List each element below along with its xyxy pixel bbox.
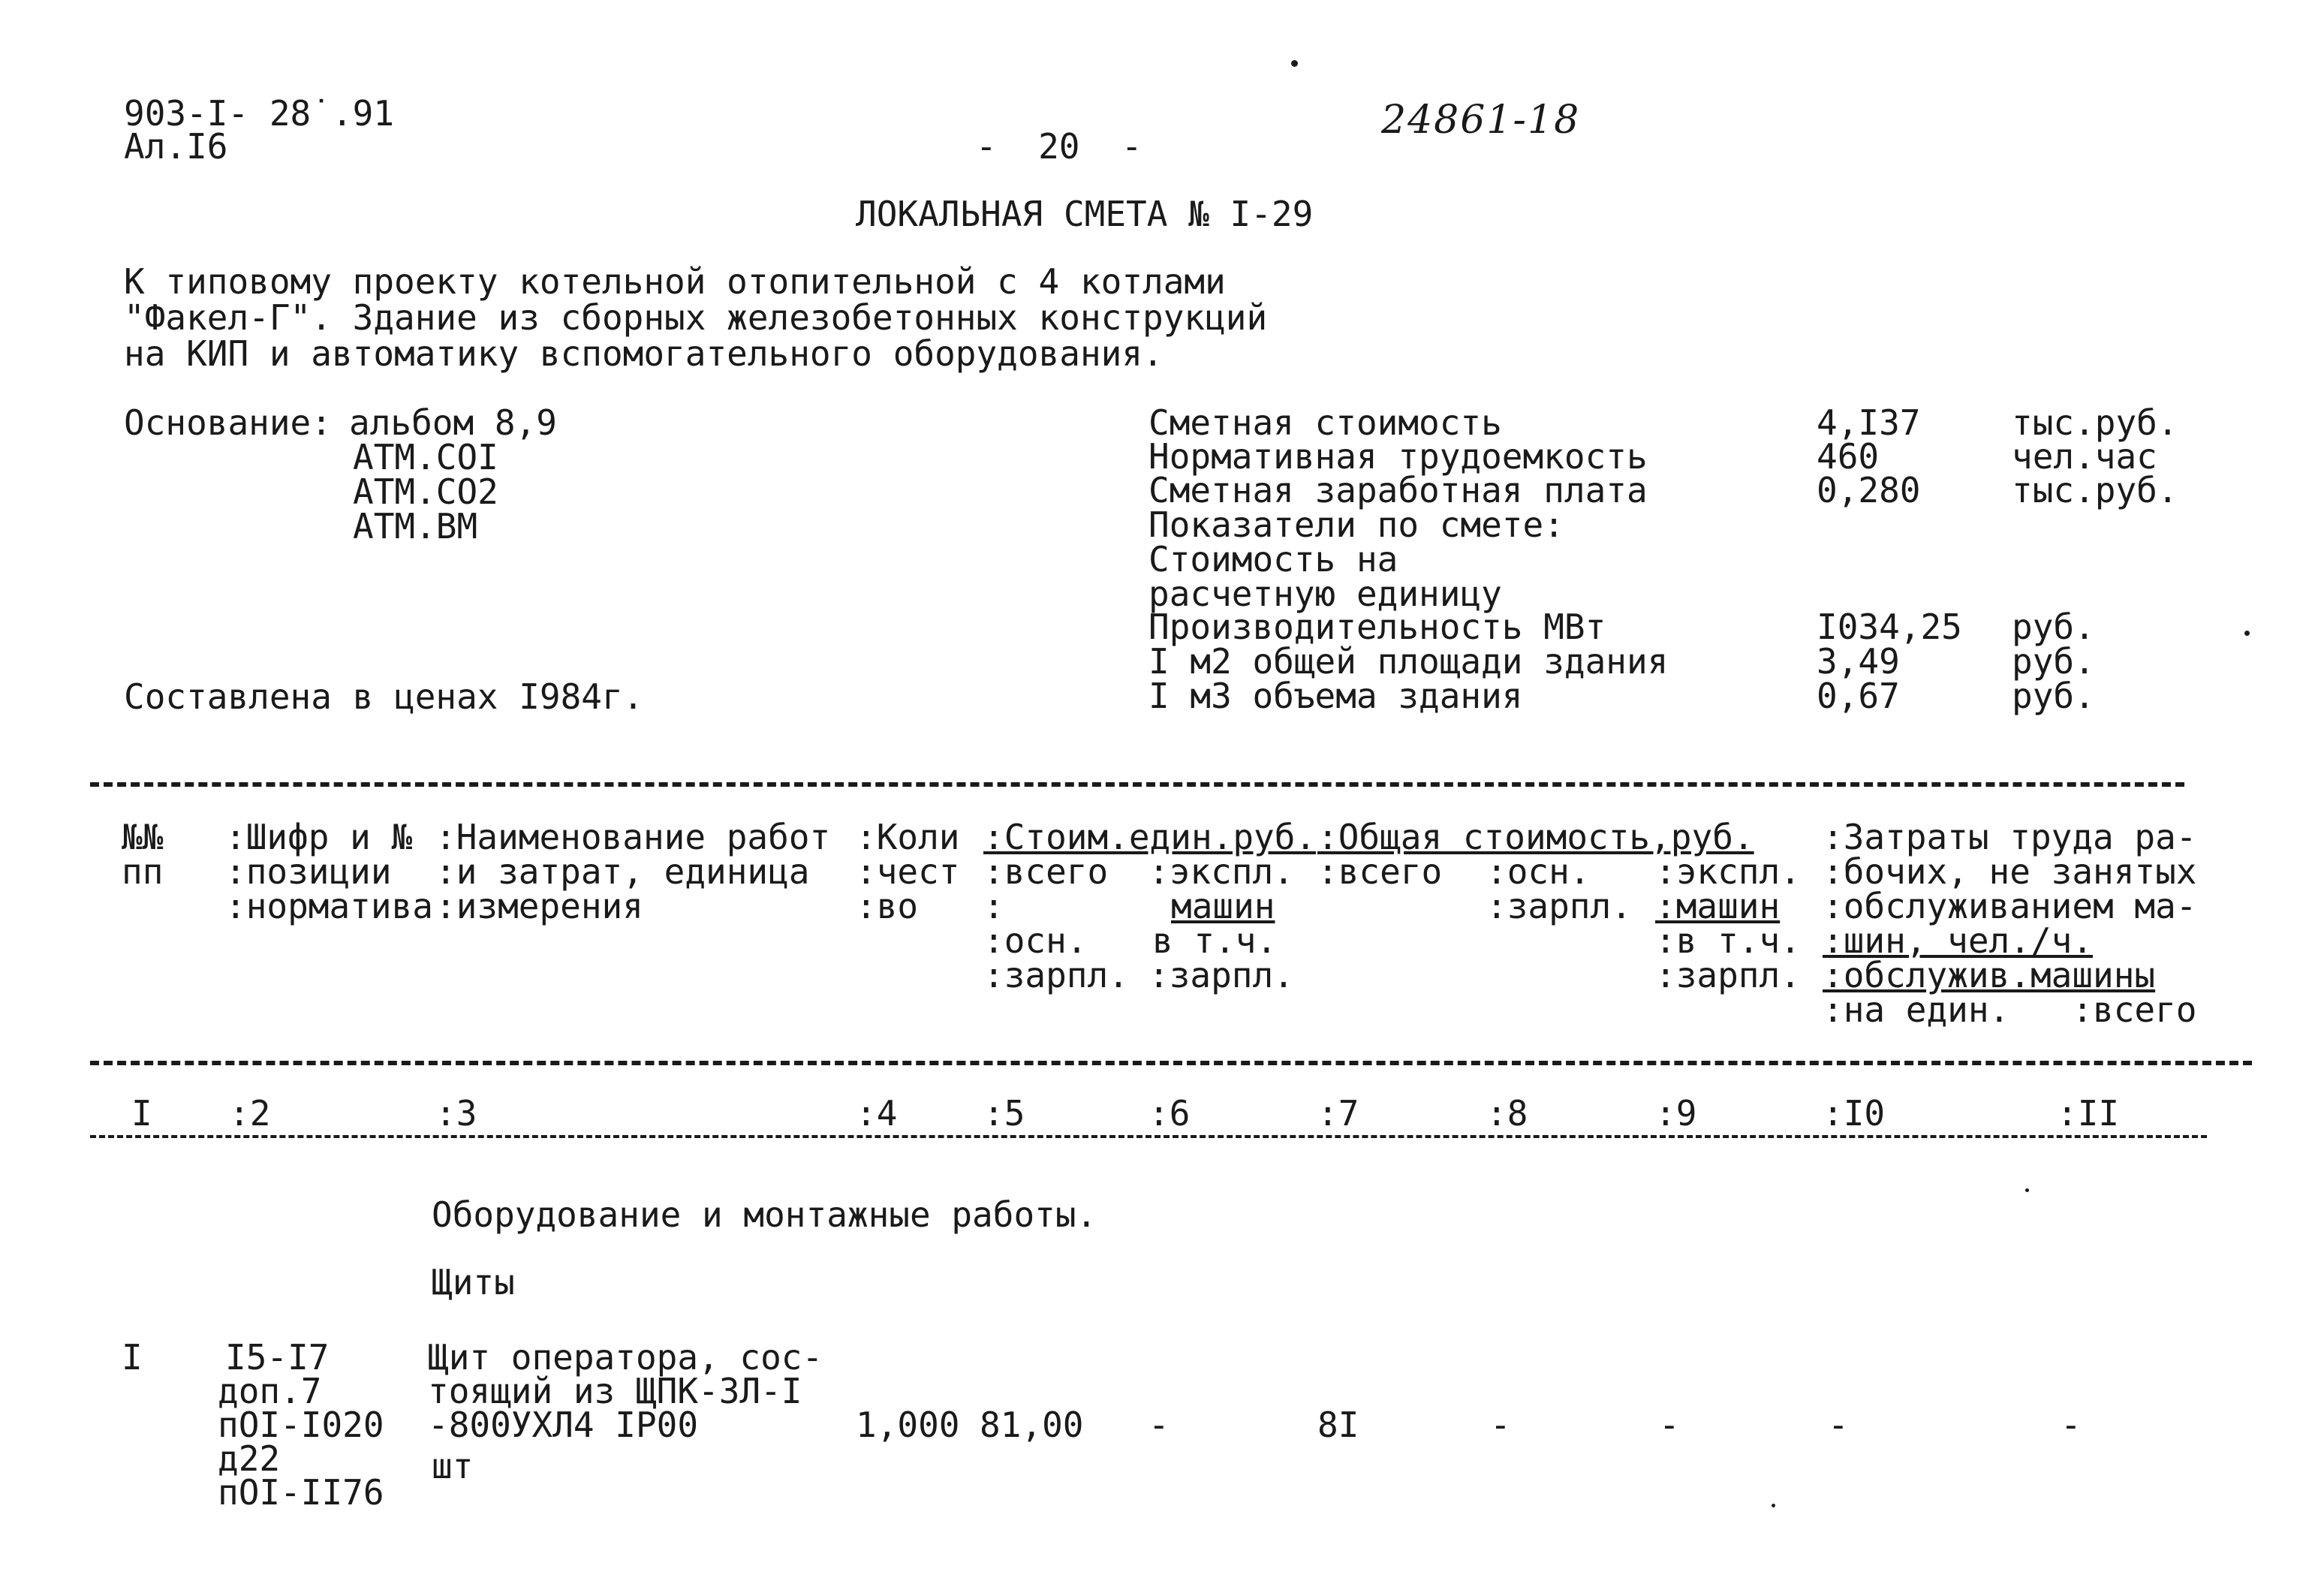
header-unit-cost-title: :Стоим.един.руб. bbox=[983, 817, 1317, 857]
summary-unit: тыс.руб. bbox=[2012, 402, 2178, 443]
document-title: ЛОКАЛЬНАЯ СМЕТА № I-29 bbox=[856, 194, 1314, 234]
header-col10-line: :шин, чел./ч. bbox=[1823, 920, 2094, 961]
header-col9-line: :машин bbox=[1655, 886, 1781, 926]
header-col4-line: :Коли bbox=[856, 817, 960, 857]
header-col10-line: :обслужив.машины bbox=[1823, 955, 2156, 995]
header-col6-line: :экспл. bbox=[1148, 851, 1294, 892]
column-number: :5 bbox=[983, 1093, 1025, 1134]
scan-speck bbox=[2244, 631, 2250, 636]
basis-item: альбом 8,9 bbox=[349, 402, 557, 443]
header-col5-line: : bbox=[983, 886, 1004, 926]
row-code-line: д22 bbox=[218, 1438, 281, 1479]
row-name-line: тоящий из ЩПК-3Л-I bbox=[428, 1371, 802, 1411]
summary-value: 0,280 bbox=[1817, 470, 1921, 510]
row-code-line: доп.7 bbox=[218, 1371, 322, 1411]
summary-unit: руб. bbox=[2012, 607, 2095, 647]
summary-value: 3,49 bbox=[1817, 641, 1900, 682]
column-number: :6 bbox=[1148, 1093, 1191, 1134]
header-col10-line: :на един. :всего bbox=[1823, 989, 2197, 1030]
header-col3-line: :Наименование работ bbox=[435, 817, 831, 857]
header-col6-line: машин bbox=[1171, 886, 1275, 926]
table-top-rule bbox=[90, 782, 2184, 787]
table-header-rule bbox=[90, 1061, 2252, 1065]
description-line: "Факел-Г". Здание из сборных железобетонных конструкций bbox=[124, 297, 1268, 338]
column-number: :3 bbox=[435, 1093, 477, 1134]
header-col5-line: :осн. bbox=[983, 920, 1088, 961]
summary-value: 460 bbox=[1817, 436, 1880, 477]
summary-label: Показатели по смете: bbox=[1148, 504, 1564, 545]
header-col5-line: :всего bbox=[983, 851, 1109, 892]
summary-unit: чел.час bbox=[2012, 436, 2157, 477]
column-number: I bbox=[131, 1093, 152, 1134]
project-code: 903-I- 28˙.91 bbox=[124, 93, 395, 134]
summary-label: расчетную единицу bbox=[1148, 574, 1502, 614]
basis-item: АТМ.СOI bbox=[353, 437, 498, 477]
handwritten-number: 24861-18 bbox=[1381, 98, 1581, 143]
header-col5-line: :зарпл. bbox=[983, 955, 1129, 995]
header-col1-line: пп bbox=[122, 851, 164, 892]
row-name-line: шт bbox=[432, 1446, 474, 1486]
row-total-machines: - bbox=[1659, 1405, 1680, 1445]
header-col3-line: :и затрат, единица bbox=[435, 851, 810, 892]
header-col9-line: :экспл. bbox=[1655, 851, 1801, 892]
summary-unit: руб. bbox=[2012, 676, 2095, 716]
summary-value: 0,67 bbox=[1817, 676, 1900, 716]
header-col7-line: :всего bbox=[1317, 851, 1443, 892]
sheet-number: Ал.I6 bbox=[124, 126, 228, 167]
header-col10-line: :обслуживанием ма- bbox=[1823, 886, 2197, 926]
basis-label: Основание: bbox=[124, 402, 332, 443]
summary-label: I м2 общей площади здания bbox=[1148, 641, 1669, 682]
scan-speck bbox=[1772, 1504, 1775, 1507]
page-number: - 20 - bbox=[976, 126, 1142, 167]
row-name-line: Щит оператора, сос- bbox=[428, 1337, 823, 1378]
prices-note: Составлена в ценах I984г. bbox=[124, 676, 644, 717]
column-number: :8 bbox=[1486, 1093, 1528, 1134]
subsection-title: Щиты bbox=[432, 1262, 515, 1302]
row-total-wages: - bbox=[1490, 1405, 1511, 1445]
column-number-rule bbox=[90, 1135, 2207, 1138]
row-code-line: I5-I7 bbox=[225, 1337, 330, 1378]
summary-unit: руб. bbox=[2012, 641, 2095, 682]
header-col4-line: :во bbox=[856, 886, 919, 926]
header-col4-line: :чест bbox=[856, 851, 960, 892]
row-labor-unit: - bbox=[1828, 1405, 1849, 1445]
header-col9-line: :в т.ч. bbox=[1655, 920, 1801, 961]
column-number: :4 bbox=[856, 1093, 898, 1134]
row-code-line: пOI-II76 bbox=[218, 1472, 384, 1513]
basis-item: АТМ.ВМ bbox=[353, 506, 478, 547]
header-col2-line: :Шифр и № bbox=[225, 817, 413, 857]
header-total-cost-title: :Общая стоимость,руб. bbox=[1317, 817, 1754, 857]
header-col9-line: :зарпл. bbox=[1655, 955, 1801, 995]
header-col1-line: №№ bbox=[122, 817, 164, 857]
row-total-cost: 8I bbox=[1317, 1405, 1359, 1445]
header-col2-line: :позиции bbox=[225, 851, 392, 892]
header-col6-line: в т.ч. bbox=[1152, 920, 1278, 961]
description-line: К типовому проекту котельной отопительной с 4 котлами bbox=[124, 261, 1226, 302]
scan-speck bbox=[1291, 60, 1298, 67]
header-col6-line: :зарпл. bbox=[1148, 955, 1294, 995]
column-number: :2 bbox=[229, 1093, 271, 1134]
column-number: :7 bbox=[1317, 1093, 1359, 1134]
row-name-line: -800УХЛ4 IP00 bbox=[428, 1405, 699, 1445]
summary-unit: тыс.руб. bbox=[2012, 470, 2178, 510]
summary-value: I034,25 bbox=[1817, 607, 1962, 647]
column-number: :9 bbox=[1655, 1093, 1697, 1134]
column-number: :I0 bbox=[1823, 1093, 1886, 1134]
column-number: :II bbox=[2057, 1093, 2120, 1134]
header-col10-line: :Затраты труда ра- bbox=[1823, 817, 2197, 857]
row-code-line: пOI-I020 bbox=[218, 1405, 384, 1445]
summary-label: I м3 объема здания bbox=[1148, 676, 1523, 716]
basis-item: АТМ.СO2 bbox=[353, 471, 498, 512]
header-col2-line: :норматива bbox=[225, 886, 433, 926]
row-unit-machines: - bbox=[1148, 1405, 1170, 1445]
summary-label: Нормативная трудоемкость bbox=[1148, 436, 1648, 477]
summary-value: 4,I37 bbox=[1817, 402, 1921, 443]
header-col8-line: :осн. bbox=[1486, 851, 1591, 892]
summary-label: Производительность МВт bbox=[1148, 607, 1606, 647]
summary-label: Сметная стоимость bbox=[1148, 402, 1502, 443]
summary-label: Сметная заработная плата bbox=[1148, 470, 1648, 510]
header-col3-line: :измерения bbox=[435, 886, 643, 926]
description-line: на КИП и автоматику вспомогательного оборудования. bbox=[124, 333, 1164, 374]
row-labor-total: - bbox=[2061, 1405, 2082, 1445]
header-col8-line: :зарпл. bbox=[1486, 886, 1632, 926]
row-unit-cost: 81,00 bbox=[980, 1405, 1084, 1445]
row-quantity: 1,000 bbox=[856, 1405, 960, 1445]
header-col10-line: :бочих, не занятых bbox=[1823, 851, 2197, 892]
section-title: Оборудование и монтажные работы. bbox=[432, 1194, 1097, 1235]
scan-speck bbox=[2025, 1188, 2029, 1192]
summary-label: Стоимость на bbox=[1148, 539, 1398, 580]
row-number: I bbox=[122, 1337, 143, 1378]
